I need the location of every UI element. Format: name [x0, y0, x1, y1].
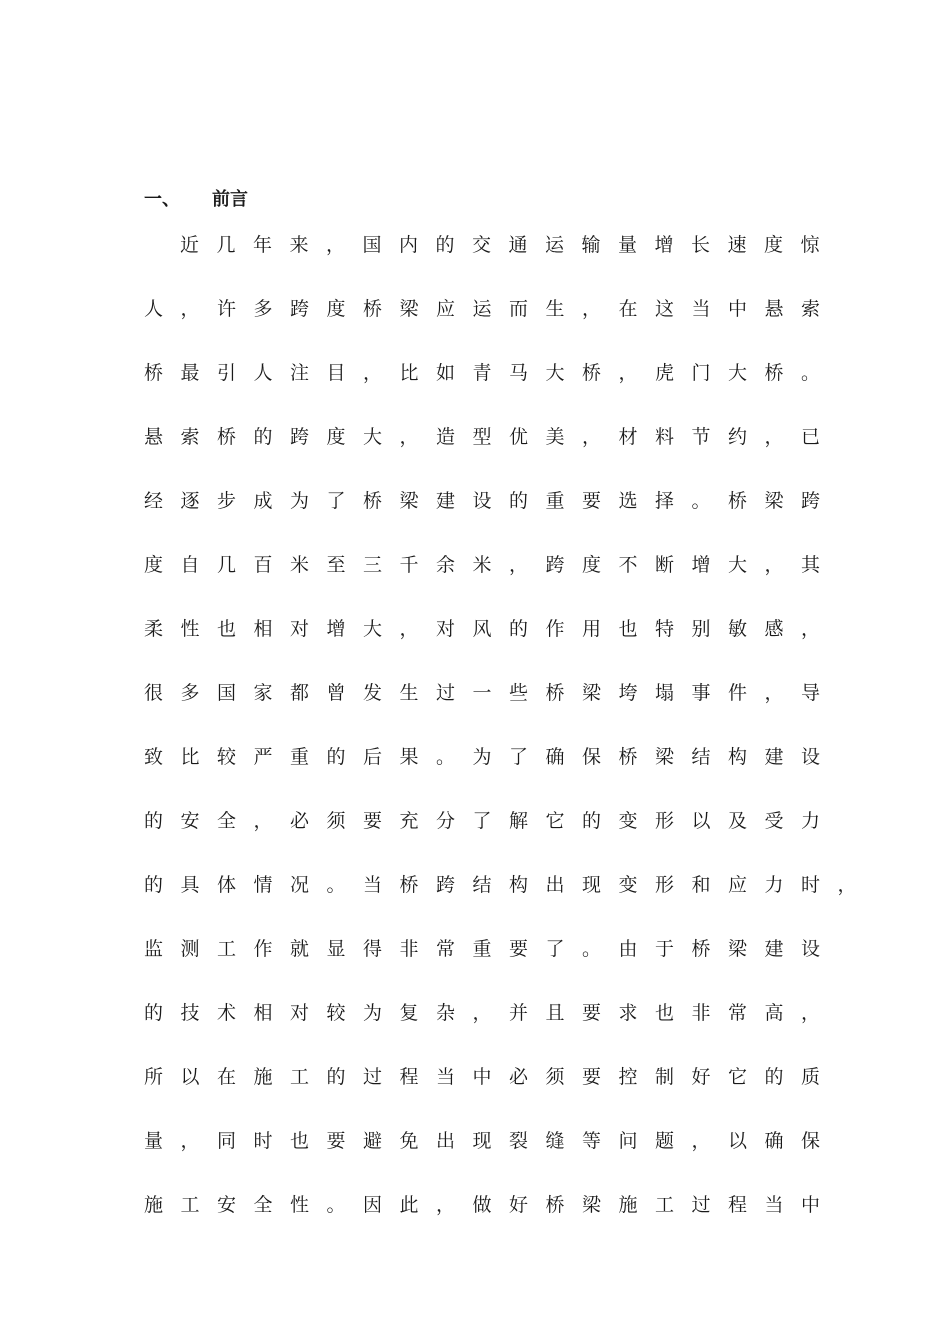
paragraph-line: 柔性也相对增大，对风的作用也特别敏感， — [144, 618, 838, 640]
paragraph-line: 度自几百米至三千余米，跨度不断增大，其 — [144, 554, 838, 576]
paragraph-line: 人，许多跨度桥梁应运而生，在这当中悬索 — [144, 298, 838, 320]
paragraph-line: 很多国家都曾发生过一些桥梁垮塌事件，导 — [144, 682, 838, 704]
paragraph-line: 经逐步成为了桥梁建设的重要选择。桥梁跨 — [144, 490, 838, 512]
paragraph-line: 桥最引人注目，比如青马大桥，虎门大桥。 — [144, 362, 838, 384]
paragraph-line: 监测工作就显得非常重要了。由于桥梁建设 — [144, 938, 838, 960]
paragraph-line: 悬索桥的跨度大，造型优美，材料节约，已 — [144, 426, 838, 448]
paragraph-line: 近几年来，国内的交通运输量增长速度惊 — [180, 234, 838, 256]
section-heading — [144, 186, 248, 214]
paragraph-line: 的安全，必须要充分了解它的变形以及受力 — [144, 810, 838, 832]
paragraph-line: 致比较严重的后果。为了确保桥梁结构建设 — [144, 746, 838, 768]
body-paragraph — [144, 227, 875, 1251]
paragraph-line: 施工安全性。因此，做好桥梁施工过程当中 — [144, 1194, 838, 1216]
paragraph-line: 的技术相对较为复杂，并且要求也非常高， — [144, 1002, 838, 1024]
section-title: 前言 — [212, 189, 248, 210]
paragraph-line: 的具体情况。当桥跨结构出现变形和应力时， — [144, 874, 875, 896]
section-number: 一、 — [144, 189, 180, 210]
paragraph-line: 所以在施工的过程当中必须要控制好它的质 — [144, 1066, 838, 1088]
paragraph-line: 量，同时也要避免出现裂缝等问题，以确保 — [144, 1130, 838, 1152]
